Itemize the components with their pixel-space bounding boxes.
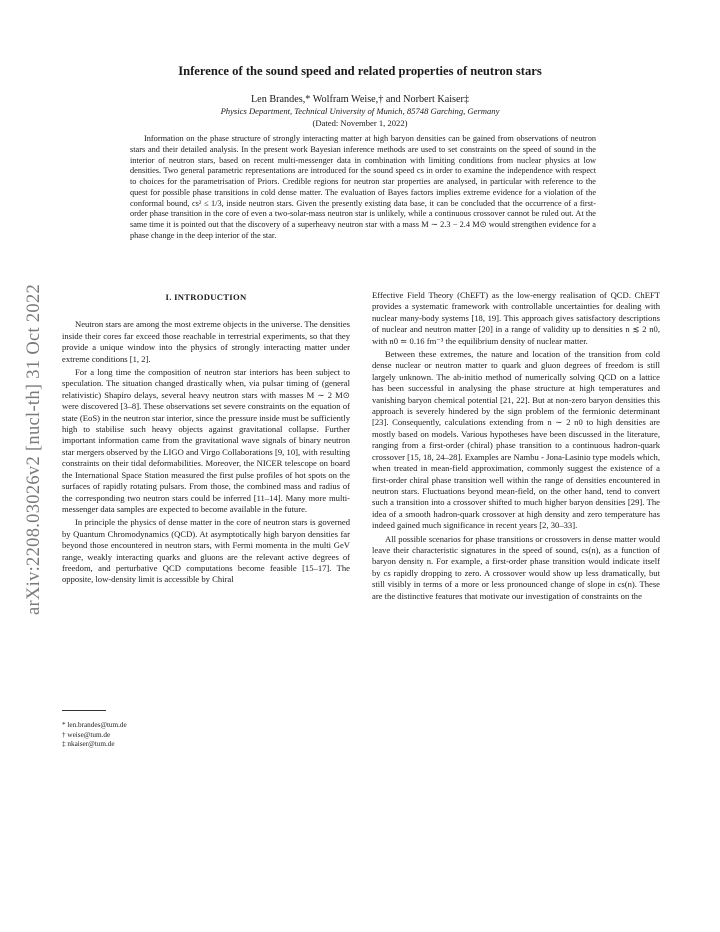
paragraph: Between these extremes, the nature and location of the transition from cold dense nuclear or neutron matter to quark and gluon degrees of freedom is still largely unknown. The ab-initio method of numerically solving QCD on a lattice has been successful in analysing the phase structure at high temperatures and vanishing baryon chemical potential [21, 22]. But at non-zero baryon densities this approach is severely hindered by the sign problem of the fermionic determinant [23]. Consequently, calculations extending from n ∼ 2 n0 to high densities are mostly based on models. Various hypotheses have been discussed in the literature, ranging from a first-order (chiral) phase transition to a continuous hadron-quark crossover [15, 18, 24–28]. Examples are Nambu - Jona-Lasinio type models which, when treated in mean-field approximation, commonly suggest the existence of a first-order chiral phase transition well within the range of densities encountered in neutron stars. Fluctuations beyond mean-field, on the other hand, tend to convert such a transition into a crossover shifted to much higher baryon densities [29]. The idea of a smooth hadron-quark crossover at high density and zero temperature has indeed gained much significance in recent years [2, 30–33]. <box>372 349 660 531</box>
paragraph: Effective Field Theory (ChEFT) as the low-energy realisation of QCD. ChEFT provides a systematic framework with controllable uncertainties for dealing with nuclear many-body systems [18, 19]. This approach gives satisfactory descriptions of nuclear and neutron matter [20] in a range of validity up to densities n ≲ 2 n0, with n0 ≃ 0.16 fm⁻³ the equilibrium density of nuclear matter. <box>372 290 660 346</box>
section-heading: I. INTRODUCTION <box>165 292 247 302</box>
arxiv-identifier: arXiv:2208.03026v2 [nucl-th] 31 Oct 2022 <box>24 283 44 615</box>
paragraph: In principle the physics of dense matter in the core of neutron stars is governed by Quantum Chromodynamics (QCD). At asymptotically high baryon densities far beyond those encountered in neutron stars, with Fermi momenta in the multi GeV range, weakly interacting quarks and gluons are the relevant active degrees of freedom, and perturbative QCD computations become feasible [15–17]. The opposite, low-density limit is accessible by Chiral <box>62 517 350 585</box>
affiliation: Physics Department, Technical University of Munich, 85748 Garching, Germany <box>220 106 500 116</box>
footnote-rule <box>62 710 106 711</box>
footnote-email: * len.brandes@tum.de <box>62 721 127 729</box>
paragraph: Neutron stars are among the most extreme objects in the universe. The densities inside their cores far exceed those reachable in terrestrial experiments, so that they provide a unique window into the physics of strongly interacting matter under extreme conditions [1, 2]. <box>62 319 350 364</box>
right-column <box>372 290 660 602</box>
author-list: Len Brandes,* Wolfram Weise,† and Norbert Kaiser‡ <box>250 94 470 105</box>
footnote-email: † weise@tum.de <box>62 730 111 739</box>
paper-title: Inference of the sound speed and related properties of neutron stars <box>178 64 542 78</box>
left-column <box>62 290 350 586</box>
paragraph: For a long time the composition of neutron star interiors has been subject to speculation. The situation changed drastically when, via pulsar timing of (general relativistic) Shapiro delays, several heavy neutron stars with masses M ∼ 2 M⊙ were discovered [3–8]. These observations set severe constraints on the equation of state (EoS) in the neutron star interior, since the pressure inside must be sufficiently high to stabilise such heavy objects against gravitational collapse. Further important information came from the gravitational wave signals of binary neutron star mergers observed by the LIGO and Virgo Collaborations [9, 10], with resulting constraints on their tidal deformabilities. Moreover, the NICER telescope on board the International Space Station measured the first pulse profiles of hot spots on the surfaces of rapidly rotating pulsars. From those, the combined mass and radius of the corresponding two neutron stars could be inferred [11–14]. Many more multi-messenger data samples are expected to become available in the future. <box>62 367 350 514</box>
footnotes <box>62 710 350 750</box>
dated-line: (Dated: November 1, 2022) <box>312 118 408 128</box>
abstract: Information on the phase structure of strongly interacting matter at high baryon densities can be gained from observations of neutron stars and their detailed analysis. In the present work Bayesian inference methods are used to set constraints on the speed of sound in the interior of neutron stars, based on recent multi-messenger data in combination with limiting conditions from nuclear physics at low densities. Two general parametric representations are introduced for the sound speed cs in order to examine the independence with respect to choices for the parametrisation of Priors. Credible regions for neutron star properties are analysed, in particular with reference to the quest for possible phase transitions in cold dense matter. The evaluation of Bayes factors implies extreme evidence for a violation of the conformal bound, cs² ≤ 1/3, inside neutron stars. Given the presently existing data base, it can be concluded that the occurrence of a first-order phase transition in the core of even a two-solar-mass neutron star is unlikely, while a continuous crossover cannot be ruled out. At the same time it is pointed out that the discovery of a superheavy neutron star with a mass M ∼ 2.3 − 2.4 M⊙ would strengthen evidence for a phase change in the deep interior of the star. <box>130 134 596 240</box>
footnote-email: ‡ nkaiser@tum.de <box>62 740 115 749</box>
paragraph: All possible scenarios for phase transitions or crossovers in dense matter would leave their characteristic signatures in the speed of sound, cs(n), as a function of baryon density n. For example, a first-order phase transition would indicate itself by cs rapidly dropping to zero. A crossover would show up less dramatically, but still visibly in terms of a more or less pronounced change of slope in cs(n). These are the distinctive features that motivate our investigation of constraints on the <box>372 533 660 601</box>
